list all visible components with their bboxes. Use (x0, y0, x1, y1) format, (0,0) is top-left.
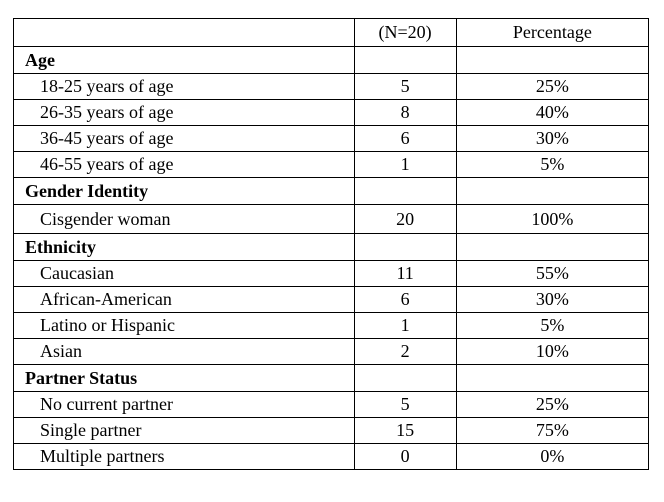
percentage-cell: 10% (456, 339, 648, 365)
table-row (14, 418, 649, 444)
count-cell: 6 (354, 126, 456, 152)
count-cell: 0 (354, 444, 456, 470)
table-row (14, 287, 649, 313)
percentage-cell: 25% (456, 392, 648, 418)
table-row (14, 205, 649, 234)
section-blank-n-cell (354, 365, 456, 392)
section-row-ethnicity (14, 234, 649, 261)
section-title: Partner Status (14, 365, 355, 392)
percentage-cell: 30% (456, 287, 648, 313)
table-row (14, 152, 649, 178)
section-blank-pct-cell (456, 365, 648, 392)
row-label: 18-25 years of age (14, 74, 355, 100)
section-title: Gender Identity (14, 178, 355, 205)
percentage-cell: 5% (456, 313, 648, 339)
percentage-cell: 25% (456, 74, 648, 100)
row-label: 46-55 years of age (14, 152, 355, 178)
section-blank-n-cell (354, 178, 456, 205)
section-blank-pct-cell (456, 47, 648, 74)
header-row (14, 19, 649, 47)
row-label: Latino or Hispanic (14, 313, 355, 339)
section-row-gender-identity (14, 178, 649, 205)
percentage-cell: 55% (456, 261, 648, 287)
row-label: Cisgender woman (14, 205, 355, 234)
percentage-cell: 0% (456, 444, 648, 470)
percentage-cell: 30% (456, 126, 648, 152)
row-label: No current partner (14, 392, 355, 418)
header-cell-blank (14, 19, 355, 47)
section-row-partner-status (14, 365, 649, 392)
count-cell: 1 (354, 313, 456, 339)
header-cell-percentage: Percentage (456, 19, 648, 47)
row-label: African-American (14, 287, 355, 313)
section-blank-pct-cell (456, 178, 648, 205)
row-label: 36-45 years of age (14, 126, 355, 152)
table-row (14, 100, 649, 126)
table-body (14, 19, 649, 470)
count-cell: 20 (354, 205, 456, 234)
table-row (14, 126, 649, 152)
section-title: Ethnicity (14, 234, 355, 261)
count-cell: 5 (354, 74, 456, 100)
count-cell: 11 (354, 261, 456, 287)
section-blank-n-cell (354, 47, 456, 74)
table-row (14, 313, 649, 339)
table-row (14, 74, 649, 100)
count-cell: 2 (354, 339, 456, 365)
header-cell-n: (N=20) (354, 19, 456, 47)
section-blank-pct-cell (456, 234, 648, 261)
row-label: Asian (14, 339, 355, 365)
percentage-cell: 100% (456, 205, 648, 234)
section-blank-n-cell (354, 234, 456, 261)
percentage-cell: 5% (456, 152, 648, 178)
table-row (14, 261, 649, 287)
percentage-cell: 75% (456, 418, 648, 444)
count-cell: 8 (354, 100, 456, 126)
row-label: Single partner (14, 418, 355, 444)
section-row-age (14, 47, 649, 74)
table-row (14, 392, 649, 418)
demographics-table (13, 18, 649, 470)
percentage-cell: 40% (456, 100, 648, 126)
count-cell: 1 (354, 152, 456, 178)
count-cell: 5 (354, 392, 456, 418)
table-row (14, 444, 649, 470)
row-label: Multiple partners (14, 444, 355, 470)
row-label: 26-35 years of age (14, 100, 355, 126)
row-label: Caucasian (14, 261, 355, 287)
count-cell: 15 (354, 418, 456, 444)
section-title: Age (14, 47, 355, 74)
table-row (14, 339, 649, 365)
count-cell: 6 (354, 287, 456, 313)
